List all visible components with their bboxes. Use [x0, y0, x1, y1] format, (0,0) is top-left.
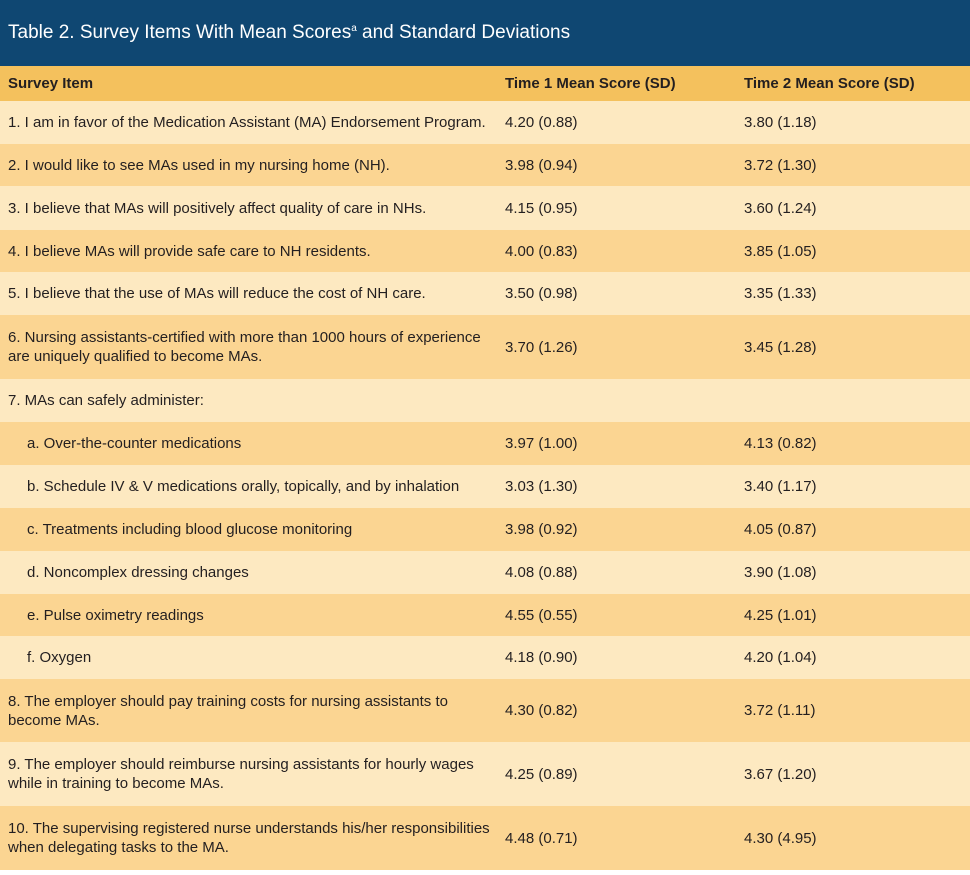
- time2-score-cell: 4.30 (4.95): [737, 806, 970, 870]
- survey-item-cell: 5. I believe that the use of MAs will reduce the cost of NH care.: [0, 272, 498, 315]
- time1-score-cell: 4.00 (0.83): [498, 230, 737, 272]
- time1-score-cell: 3.97 (1.00): [498, 422, 737, 465]
- time2-score-cell: 3.67 (1.20): [737, 742, 970, 806]
- time2-score-cell: 3.72 (1.30): [737, 144, 970, 186]
- table-row: [0, 101, 970, 144]
- survey-subitem-cell: e. Pulse oximetry readings: [0, 594, 498, 636]
- table-title: [0, 0, 970, 66]
- time2-score-cell: 3.40 (1.17): [737, 465, 970, 508]
- time1-score-cell: 4.18 (0.90): [498, 636, 737, 679]
- survey-item-cell: 9. The employer should reimburse nursing assistants for hourly wages while in training to become MAs.: [0, 742, 498, 806]
- time2-score-cell: 4.13 (0.82): [737, 422, 970, 465]
- table-row: [0, 551, 970, 594]
- time1-score-cell: 4.48 (0.71): [498, 806, 737, 870]
- time2-score-cell: 4.20 (1.04): [737, 636, 970, 679]
- column-header-time1: Time 1 Mean Score (SD): [498, 66, 737, 101]
- survey-subitem-cell: c. Treatments including blood glucose monitoring: [0, 508, 498, 551]
- time1-score-cell: 3.98 (0.92): [498, 508, 737, 551]
- table-row: [0, 806, 970, 870]
- table-row: [0, 272, 970, 315]
- survey-item-cell: 8. The employer should pay training costs for nursing assistants to become MAs.: [0, 679, 498, 742]
- time1-score-cell: 4.20 (0.88): [498, 101, 737, 144]
- time1-score-cell: 4.15 (0.95): [498, 186, 737, 230]
- table-row: [0, 144, 970, 186]
- time2-score-cell: 3.85 (1.05): [737, 230, 970, 272]
- survey-item-cell: 10. The supervising registered nurse understands his/her responsibilities when delegating tasks to the MA.: [0, 806, 498, 870]
- table-row: [0, 315, 970, 379]
- survey-subitem-cell: a. Over-the-counter medications: [0, 422, 498, 465]
- table-title-superscript: a: [351, 23, 357, 34]
- survey-subitem-cell: f. Oxygen: [0, 636, 498, 679]
- table-row: [0, 422, 970, 465]
- survey-item-cell: 7. MAs can safely administer:: [0, 379, 498, 422]
- time1-score-cell: 4.30 (0.82): [498, 679, 737, 742]
- header-row: [0, 66, 970, 101]
- time1-score-cell: 3.70 (1.26): [498, 315, 737, 379]
- table-row: [0, 379, 970, 422]
- time2-score-cell: [737, 379, 970, 422]
- time1-score-cell: [498, 379, 737, 422]
- time1-score-cell: 3.03 (1.30): [498, 465, 737, 508]
- survey-subitem-cell: b. Schedule IV & V medications orally, topically, and by inhalation: [0, 465, 498, 508]
- time1-score-cell: 4.55 (0.55): [498, 594, 737, 636]
- time1-score-cell: 4.25 (0.89): [498, 742, 737, 806]
- survey-item-cell: 3. I believe that MAs will positively affect quality of care in NHs.: [0, 186, 498, 230]
- survey-item-cell: 6. Nursing assistants-certified with more than 1000 hours of experience are uniquely qualified to become MAs.: [0, 315, 498, 379]
- time2-score-cell: 3.80 (1.18): [737, 101, 970, 144]
- survey-subitem-cell: d. Noncomplex dressing changes: [0, 551, 498, 594]
- survey-item-cell: 1. I am in favor of the Medication Assistant (MA) Endorsement Program.: [0, 101, 498, 144]
- survey-items-table: [0, 66, 970, 870]
- table-row: [0, 186, 970, 230]
- time2-score-cell: 3.72 (1.11): [737, 679, 970, 742]
- table-title-suffix: and Standard Deviations: [356, 22, 571, 43]
- time2-score-cell: 4.05 (0.87): [737, 508, 970, 551]
- table-row: [0, 742, 970, 806]
- table-row: [0, 594, 970, 636]
- table-row: [0, 465, 970, 508]
- time2-score-cell: 3.45 (1.28): [737, 315, 970, 379]
- time2-score-cell: 3.60 (1.24): [737, 186, 970, 230]
- time1-score-cell: 3.98 (0.94): [498, 144, 737, 186]
- column-header-time2: Time 2 Mean Score (SD): [737, 66, 970, 101]
- table-row: [0, 230, 970, 272]
- table-row: [0, 508, 970, 551]
- table-title-text: Table 2. Survey Items With Mean Scores: [8, 22, 352, 43]
- table-row: [0, 679, 970, 742]
- time2-score-cell: 3.90 (1.08): [737, 551, 970, 594]
- time1-score-cell: 4.08 (0.88): [498, 551, 737, 594]
- time2-score-cell: 3.35 (1.33): [737, 272, 970, 315]
- time1-score-cell: 3.50 (0.98): [498, 272, 737, 315]
- column-header-survey-item: Survey Item: [0, 66, 498, 101]
- time2-score-cell: 4.25 (1.01): [737, 594, 970, 636]
- table-row: [0, 636, 970, 679]
- survey-item-cell: 2. I would like to see MAs used in my nursing home (NH).: [0, 144, 498, 186]
- survey-item-cell: 4. I believe MAs will provide safe care to NH residents.: [0, 230, 498, 272]
